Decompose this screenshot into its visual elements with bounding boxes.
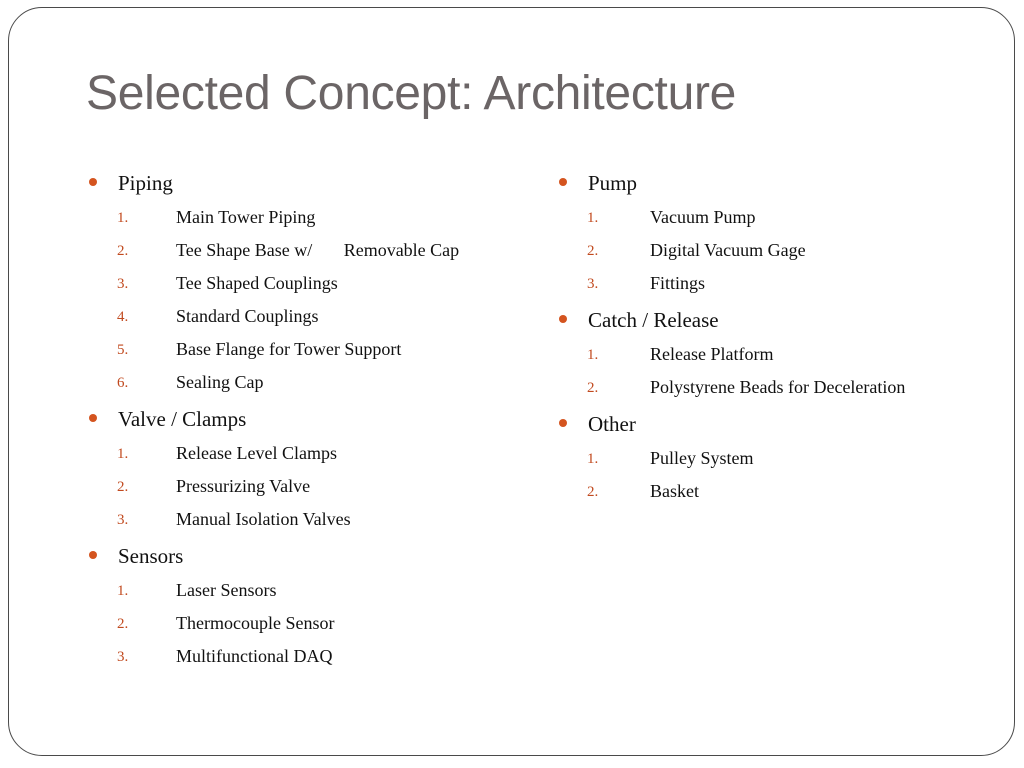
list-number: 2.: [117, 616, 129, 632]
numbered-list: [556, 442, 754, 508]
list-item: [86, 333, 402, 366]
list-item-text: Standard Couplings: [176, 306, 319, 326]
group-heading: [86, 541, 246, 573]
list-item: [556, 371, 906, 404]
list-item: [86, 267, 338, 300]
list-number: 2.: [117, 479, 129, 495]
list-item: [86, 234, 460, 267]
group-heading: [86, 404, 246, 436]
list-item: [556, 338, 774, 371]
group-heading-text: Piping: [118, 171, 173, 195]
group-sensors: [86, 541, 335, 673]
list-item: [556, 234, 806, 267]
list-number: 4.: [117, 309, 129, 325]
right-column: [556, 168, 906, 513]
group-heading: [86, 168, 246, 200]
list-item: [86, 503, 351, 536]
group-heading-text: Other: [588, 412, 636, 436]
group-catch-release: [556, 305, 906, 404]
list-item-text: Manual Isolation Valves: [176, 509, 351, 529]
group-heading-text: Sensors: [118, 544, 184, 568]
list-number: 3.: [117, 649, 129, 665]
list-item: [86, 300, 319, 333]
list-item-text: Digital Vacuum Gage: [650, 240, 806, 260]
list-number: 1.: [587, 451, 599, 467]
group-heading-text: Valve / Clamps: [118, 407, 247, 431]
numbered-list: [556, 201, 806, 300]
list-item-text: Polystyrene Beads for Deceleration: [650, 377, 906, 397]
list-number: 5.: [117, 342, 129, 358]
list-item-text: Sealing Cap: [176, 372, 264, 392]
list-number: 2.: [587, 380, 599, 396]
slide-title: Selected Concept: Architecture: [86, 67, 737, 120]
numbered-list: [86, 574, 335, 673]
list-item: [556, 201, 756, 234]
list-number: 6.: [117, 375, 129, 391]
list-item: [86, 574, 277, 607]
list-number: 2.: [117, 243, 129, 259]
group-heading-text: Pump: [588, 171, 638, 195]
list-item: [86, 437, 337, 470]
list-number: 2.: [587, 484, 599, 500]
list-number: 1.: [587, 347, 599, 363]
group-heading: [556, 305, 719, 337]
group-heading-text: Catch / Release: [588, 308, 719, 332]
list-item-text: Tee Shaped Couplings: [176, 273, 338, 293]
bullet-icon: [89, 178, 97, 186]
bullet-icon: [89, 551, 97, 559]
group-pump: [556, 168, 806, 300]
list-number: 1.: [587, 210, 599, 226]
bullet-icon: [89, 414, 97, 422]
numbered-list: [86, 437, 351, 536]
list-item-text: Release Level Clamps: [176, 443, 337, 463]
group-piping: [86, 168, 460, 399]
list-number: 3.: [117, 276, 129, 292]
list-item-text: Multifunctional DAQ: [176, 646, 333, 666]
list-item: [86, 607, 335, 640]
list-item-text: Tee Shape Base w/ Removable Cap: [176, 240, 460, 260]
list-item-text: Basket: [650, 481, 699, 501]
list-item-text: Thermocouple Sensor: [176, 613, 335, 633]
list-number: 3.: [117, 512, 129, 528]
list-number: 3.: [587, 276, 599, 292]
list-number: 1.: [117, 583, 129, 599]
list-number: 2.: [587, 243, 599, 259]
list-item: [86, 470, 311, 503]
bullet-icon: [559, 315, 567, 323]
list-item-text: Fittings: [650, 273, 706, 293]
list-item: [86, 366, 264, 399]
numbered-list: [556, 338, 906, 404]
list-item-text: Main Tower Piping: [176, 207, 316, 227]
group-heading: [556, 409, 719, 441]
bullet-icon: [559, 178, 567, 186]
list-item-text: Laser Sensors: [176, 580, 277, 600]
list-item-text: Pressurizing Valve: [176, 476, 311, 496]
group-valve-clamps: [86, 404, 351, 536]
list-item-text: Base Flange for Tower Support: [176, 339, 402, 359]
list-item-text: Pulley System: [650, 448, 754, 468]
list-item: [86, 201, 316, 234]
list-item-text: Vacuum Pump: [650, 207, 756, 227]
numbered-list: [86, 201, 460, 399]
list-item: [556, 475, 719, 508]
group-heading: [556, 168, 719, 200]
list-item-text: Release Platform: [650, 344, 774, 364]
list-item: [556, 442, 754, 475]
group-other: [556, 409, 754, 508]
bullet-icon: [559, 419, 567, 427]
left-column: [86, 168, 460, 678]
list-number: 1.: [117, 210, 129, 226]
list-number: 1.: [117, 446, 129, 462]
list-item: [86, 640, 333, 673]
list-item: [556, 267, 719, 300]
